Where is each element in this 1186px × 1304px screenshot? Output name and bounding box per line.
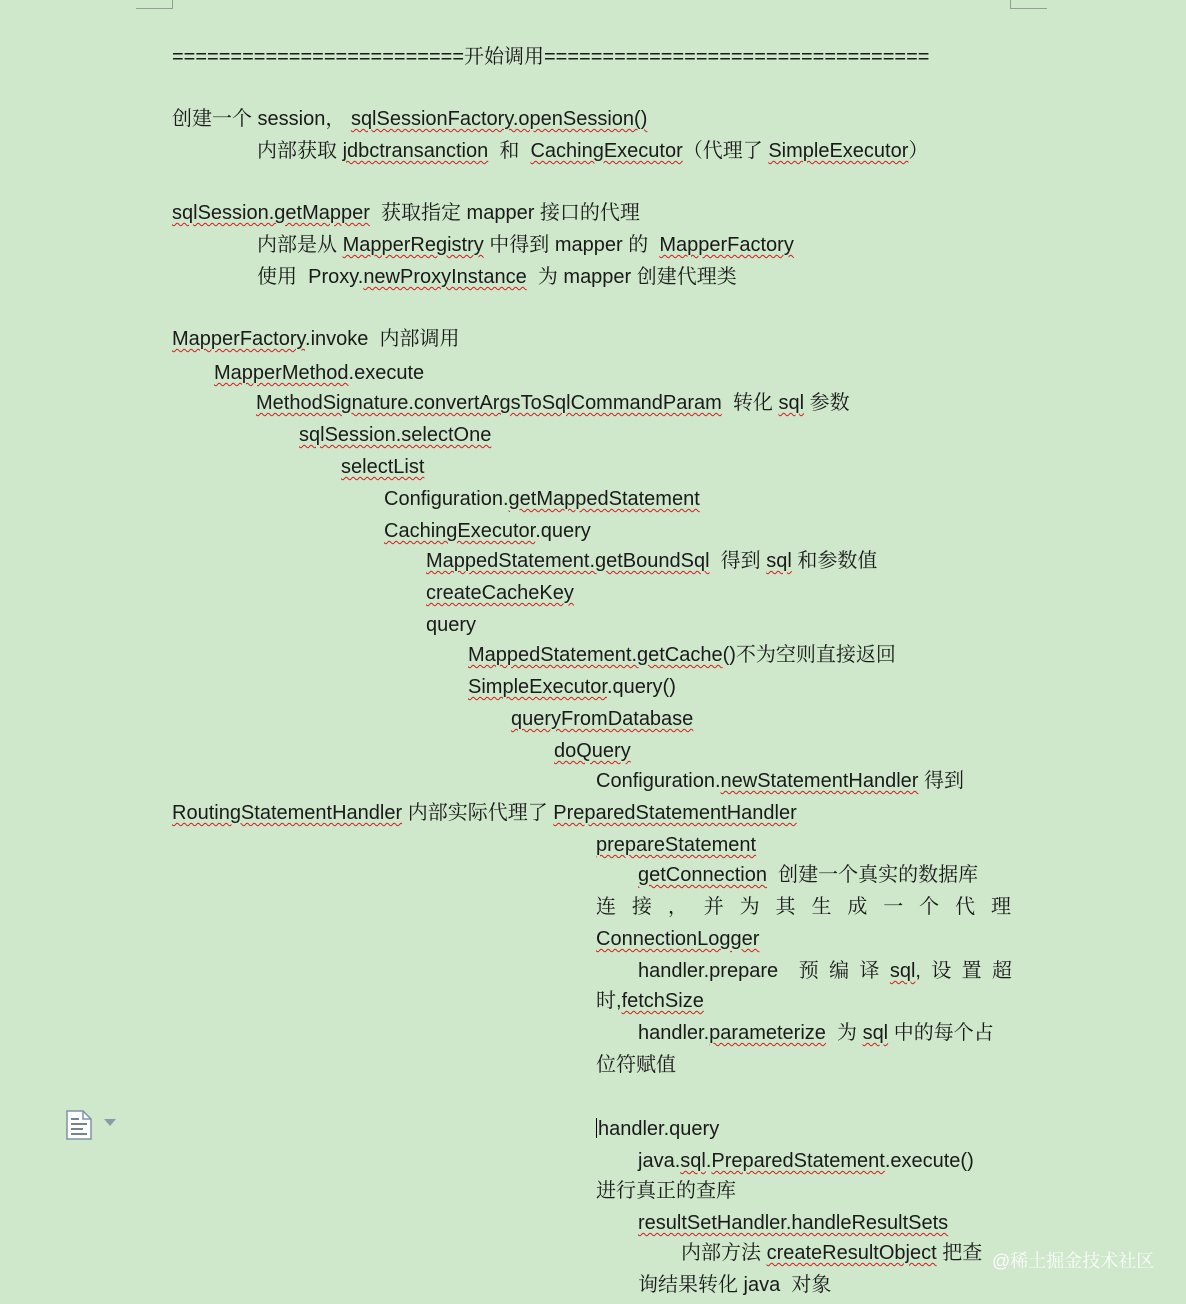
line-placeholder: 位符赋值 (596, 1054, 676, 1076)
line-query: query (426, 614, 477, 636)
line-simple-query: SimpleExecutor.query() (468, 676, 676, 698)
separator-line: =========================开始调用================================= (172, 46, 930, 68)
line-routing-handler: RoutingStatementHandler 内部实际代理了 PreparedStatementHandler (172, 802, 797, 824)
line-get-cache: MappedStatement.getCache()不为空则直接返回 (468, 644, 896, 666)
watermark: @稀土掘金技术社区 (992, 1251, 1155, 1271)
line-result-sets: resultSetHandler.handleResultSets (638, 1212, 949, 1234)
line-parameterize: handler.parameterize 为 sql 中的每个占 (638, 1022, 994, 1044)
line-caching-query: CachingExecutor.query (384, 520, 591, 542)
line-mappermethod-execute: MapperMethod.execute (214, 362, 425, 384)
line-handler-query[interactable]: handler.query (598, 1118, 720, 1140)
line-select-list: selectList (341, 456, 425, 478)
line-create-session: 创建一个 session， sqlSessionFactory.openSession() (172, 108, 648, 130)
line-execute: java.sql.PreparedStatement.execute() (638, 1150, 974, 1172)
line-do-query: doQuery (554, 740, 631, 762)
line-internal-get: 内部获取 jdbctransanction 和 CachingExecutor（代理了 SimpleExecutor） (257, 140, 929, 162)
document-paragraph-icon[interactable] (66, 1110, 92, 1140)
line-query-from-database: queryFromDatabase (511, 708, 694, 730)
text-cursor (596, 1118, 597, 1138)
line-get-mapper: sqlSession.getMapper 获取指定 mapper 接口的代理 (172, 202, 640, 224)
line-handler-prepare: handler.prepare 预 编 译 sql, 设 置 超 (638, 960, 1012, 982)
line-real-query: 进行真正的查库 (596, 1180, 736, 1202)
line-select-one: sqlSession.selectOne (299, 424, 492, 446)
line-cache-key: createCacheKey (426, 582, 574, 604)
line-convert-args: MethodSignature.convertArgsToSqlCommandParam 转化 sql 参数 (256, 392, 850, 414)
line-proxy: 使用 Proxy.newProxyInstance 为 mapper 创建代理类 (257, 266, 737, 288)
line-bound-sql: MappedStatement.getBoundSql 得到 sql 和参数值 (426, 550, 878, 572)
line-convert-java: 询结果转化 java 对象 (638, 1274, 832, 1296)
line-connection-logger: ConnectionLogger (596, 928, 760, 950)
line-prepare-statement: prepareStatement (596, 834, 757, 856)
page-corner-marker-left (136, 0, 173, 9)
line-connect-justified: 连 接 ， 并 为 其 生 成 一 个 代 理 (596, 896, 1011, 918)
line-create-result-object: 内部方法 createResultObject 把查 (681, 1242, 983, 1264)
chevron-down-icon[interactable] (104, 1119, 116, 1126)
line-new-statement-handler: Configuration.newStatementHandler 得到 (596, 770, 964, 792)
line-mapper-registry: 内部是从 MapperRegistry 中得到 mapper 的 MapperFactory (257, 234, 794, 256)
line-mapperfactory-invoke: MapperFactory.invoke 内部调用 (172, 328, 460, 350)
line-get-connection: getConnection 创建一个真实的数据库 (638, 864, 979, 886)
line-get-mapped-statement: Configuration.getMappedStatement (384, 488, 700, 510)
page-corner-marker-right (1010, 0, 1047, 9)
line-fetch-size: 时,fetchSize (596, 990, 704, 1012)
